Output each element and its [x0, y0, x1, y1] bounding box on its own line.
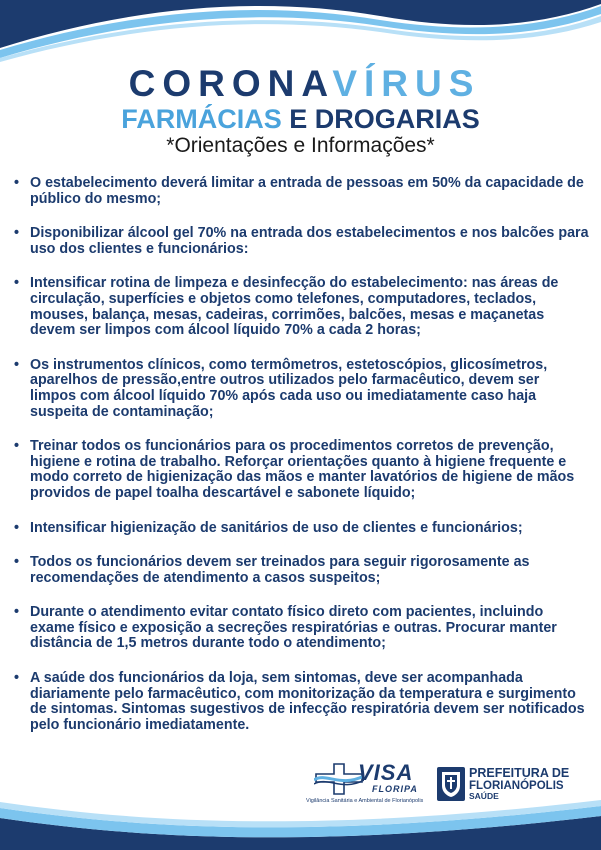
guideline-item	[14, 605, 589, 652]
page-tagline: *Orientações e Informações*	[166, 134, 435, 157]
guideline-text: Os instrumentos clínicos, como termômetros, estetoscópios, glicosímetros, aparelhos de pressão,entre outros utilizados pelo farmacêutico, devem ser limpos com álcool líquido 70% após cada uso ou imediatamente caso haja suspeita de contaminação;	[30, 356, 548, 420]
visa-wordmark: VISA	[358, 760, 414, 785]
header	[0, 64, 601, 158]
guideline-item	[14, 276, 589, 338]
page-subtitle	[0, 104, 601, 134]
subtitle-part-farmacias: FARMÁCIAS	[121, 104, 282, 134]
page-title	[8, 64, 601, 104]
guideline-text: Durante o atendimento evitar contato físico direto com pacientes, incluindo exame físico e exposição a secreções respiratórias e outras. Procurar manter distância de 1,5 metros durante todo o atendimento;	[30, 604, 557, 652]
title-part-corona: CORONA	[128, 63, 333, 104]
guideline-item	[14, 521, 589, 537]
bullet-icon: •	[14, 225, 20, 242]
bullet-icon: •	[14, 356, 20, 373]
guideline-item	[14, 555, 589, 586]
prefeitura-line-1: PREFEITURA DE	[469, 766, 570, 780]
guideline-text: Disponibilizar álcool gel 70% na entrada dos estabelecimentos e nos balcões para uso dos clientes e funcionários:	[30, 225, 589, 257]
top-wave-decoration	[0, 0, 601, 70]
bullet-icon: •	[14, 554, 20, 571]
visa-subtitle: FLORIPA	[372, 784, 418, 794]
guideline-item	[14, 358, 589, 420]
guideline-text: Intensificar rotina de limpeza e desinfecção do estabelecimento: nas áreas de circulação, superfícies e objetos como telefones, computadores, teclados, mouses, balança, mesas, cadeiras, corrimões, balcões, mesas e maçanetas devem ser limpos com álcool líquido 70% a cada 2 horas;	[30, 275, 559, 339]
bottom-wave-decoration	[0, 780, 601, 850]
guideline-item	[14, 176, 589, 207]
guideline-item	[14, 226, 589, 257]
title-part-virus: VÍRUS	[332, 63, 481, 104]
visa-caption: Vigilância Sanitária e Ambiental de Florianópolis	[306, 798, 424, 804]
bullet-icon: •	[14, 670, 20, 687]
prefeitura-line-3: SAÚDE	[469, 791, 499, 801]
bullet-icon: •	[14, 438, 20, 455]
bullet-icon: •	[14, 175, 20, 191]
guideline-text: O estabelecimento deverá limitar a entrada de pessoas em 50% da capacidade de público do mesmo;	[30, 175, 584, 207]
guidelines-list	[14, 176, 589, 752]
guideline-text: Intensificar higienização de sanitários de uso de clientes e funcionários;	[30, 519, 523, 536]
guideline-text: Todos os funcionários devem ser treinados para seguir rigorosamente as recomendações de atendimento a casos suspeitos;	[30, 554, 530, 586]
prefeitura-line-2: FLORIANÓPOLIS	[469, 780, 564, 792]
bullet-icon: •	[14, 519, 20, 536]
subtitle-part-drogarias: E DROGARIAS	[289, 104, 480, 134]
bullet-icon: •	[14, 604, 20, 621]
guideline-text: Treinar todos os funcionários para os procedimentos corretos de prevenção, higiene e rotina de trabalho. Reforçar orientações quanto à higiene frequente e modo correto de higienização das mãos e manter lavatórios de higiene de mãos providos de papel toalha descartável e sabonete líquido;	[30, 438, 575, 501]
guideline-text: A saúde dos funcionários da loja, sem sintomas, deve ser acompanhada diariamente pelo farmacêutico, com monitorização da temperatura e surgimento de sintomas. Sintomas sugestivos de infecção respiratória devem ser notificados pelo funcionário imediatamente.	[30, 670, 585, 733]
guideline-item	[14, 671, 589, 733]
bullet-icon: •	[14, 275, 20, 292]
guideline-item	[14, 439, 589, 501]
